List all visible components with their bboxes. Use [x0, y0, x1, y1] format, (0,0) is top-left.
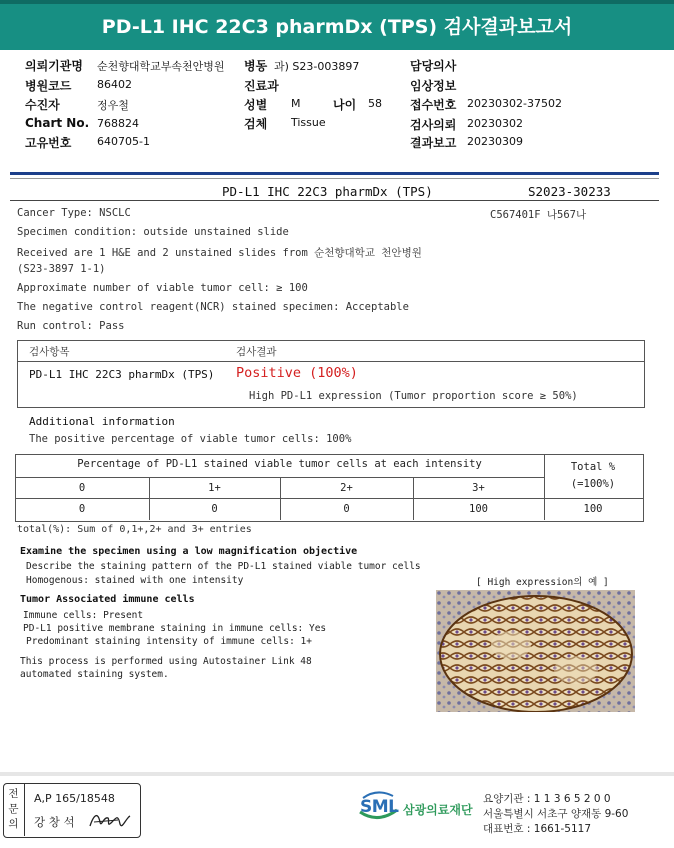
doctor-label: 담당의사: [410, 59, 457, 73]
result-note: High PD-L1 expression (Tumor proportion score ≥ 50%): [249, 390, 578, 402]
ward-value: 과) S23-003897: [274, 60, 360, 73]
title-underline: [10, 200, 659, 201]
run-control: Run control: Pass: [17, 320, 125, 332]
report-date-label: 결과보고: [410, 136, 457, 150]
sex-label: 성별: [244, 98, 268, 112]
process-line-1: This process is performed using Autostainer Link 48: [20, 656, 312, 667]
request-label: 검사의뢰: [410, 118, 457, 132]
hospital-code-value: 86402: [97, 78, 132, 91]
chart-label: Chart No.: [25, 116, 90, 130]
additional-text: The positive percentage of viable tumor cells: 100%: [29, 433, 352, 445]
sml-logo-text: SML: [360, 797, 399, 817]
image-caption: [ High expression의 예 ]: [476, 577, 609, 588]
ward-label: 병동: [244, 59, 268, 73]
block-code: C567401F 나567나: [490, 209, 587, 221]
intensity-value-2: 0: [343, 503, 350, 515]
patient-label: 수진자: [25, 98, 60, 112]
report-number: S2023-30233: [528, 184, 611, 199]
sex-value: M: [291, 97, 301, 110]
immune-title: Tumor Associated immune cells: [20, 594, 195, 605]
id-value: 640705-1: [97, 135, 150, 148]
id-label: 고유번호: [25, 136, 72, 150]
immune-line-3: Predominant staining intensity of immune cells: 1+: [26, 636, 312, 647]
hospital-code-label: 병원코드: [25, 79, 72, 93]
received-ref: (S23-3897 1-1): [17, 263, 106, 275]
table-header: Percentage of PD-L1 stained viable tumor cells at each intensity: [77, 458, 482, 470]
hospital-value: 순천향대학교부속천안병원: [97, 60, 225, 73]
examine-line-1: Describe the staining pattern of the PD-L1 stained viable tumor cells: [26, 561, 421, 572]
immune-line-1: Immune cells: Present: [23, 610, 144, 621]
cancer-type: Cancer Type: NSCLC: [17, 207, 131, 219]
institution-code: 요양기관 : 1 1 3 6 5 2 0 0: [483, 793, 611, 805]
result-header-item: 검사항목: [29, 346, 70, 358]
specimen-label: 검체: [244, 117, 268, 131]
receipt-label: 접수번호: [410, 98, 457, 112]
intensity-col-1: 1+: [208, 482, 221, 494]
table-footnote: total(%): Sum of 0,1+,2+ and 3+ entries: [17, 524, 252, 535]
additional-title: Additional information: [29, 415, 175, 428]
test-title: PD-L1 IHC 22C3 pharmDx (TPS): [222, 184, 433, 199]
org-phone: 대표번호 : 1661-5117: [483, 823, 592, 835]
intensity-table: [15, 454, 642, 520]
clinical-info-label: 임상정보: [410, 79, 457, 93]
footer-divider: [0, 772, 674, 776]
pathologist-name: 강 창 석: [34, 815, 75, 829]
section-divider: [10, 172, 659, 175]
intensity-col-2: 2+: [340, 482, 353, 494]
intensity-total: 100: [583, 503, 603, 515]
histology-example-image: [436, 590, 635, 712]
hospital-label: 의뢰기관명: [25, 59, 83, 73]
intensity-value-0: 0: [78, 503, 86, 515]
org-address: 서울특별시 서초구 양재동 9-60: [483, 808, 629, 820]
specimen-value: Tissue: [291, 116, 326, 129]
histology-image-svg: [436, 590, 635, 712]
intensity-col-0: 0: [78, 482, 86, 494]
received-line: Received are 1 H&E and 2 unstained slides from 순천향대학교 천안병원: [17, 247, 422, 259]
result-header-result: 검사결과: [236, 346, 277, 358]
immune-line-2: PD-L1 positive membrane staining in immune cells: Yes: [23, 623, 327, 634]
chart-value: 768824: [97, 117, 139, 130]
table-row-divider: [15, 498, 643, 499]
ncr-line: The negative control reagent(NCR) stained specimen: Acceptable: [17, 301, 409, 313]
ap-number: A,P 165/18548: [34, 792, 115, 805]
report-date-value: 20230309: [467, 135, 523, 148]
tumor-cell-count: Approximate number of viable tumor cell: ≥ 100: [17, 282, 308, 294]
specimen-condition: Specimen condition: outside unstained slide: [17, 226, 289, 238]
report-title: PD-L1 IHC 22C3 pharmDx (TPS) 검사결과보고서: [0, 0, 674, 50]
org-name: 삼광의료재단: [403, 803, 473, 817]
request-value: 20230302: [467, 117, 523, 130]
department-label: 진료과: [244, 79, 279, 93]
intensity-col-3: 3+: [472, 482, 485, 494]
table-total-header-sub: (=100%): [570, 478, 616, 490]
result-item: PD-L1 IHC 22C3 pharmDx (TPS): [29, 368, 215, 381]
patient-value: 정우철: [97, 99, 129, 112]
examine-title: Examine the specimen using a low magnification objective: [20, 546, 358, 557]
intensity-value-1: 0: [211, 503, 218, 515]
result-value: Positive (100%): [236, 365, 358, 381]
intensity-value-3: 100: [469, 503, 488, 515]
title-top-stripe: [0, 0, 674, 4]
pathologist-signature: [88, 808, 132, 832]
specialist-label: 전문의: [8, 788, 19, 830]
section-divider-thin: [10, 178, 659, 179]
process-line-2: automated staining system.: [20, 669, 169, 680]
result-box-divider: [17, 361, 645, 362]
age-label: 나이: [333, 98, 357, 112]
table-total-header: Total %: [570, 461, 616, 473]
examine-line-2: Homogenous: stained with one intensity: [26, 575, 244, 586]
age-value: 58: [368, 97, 382, 110]
receipt-value: 20230302-37502: [467, 97, 562, 110]
